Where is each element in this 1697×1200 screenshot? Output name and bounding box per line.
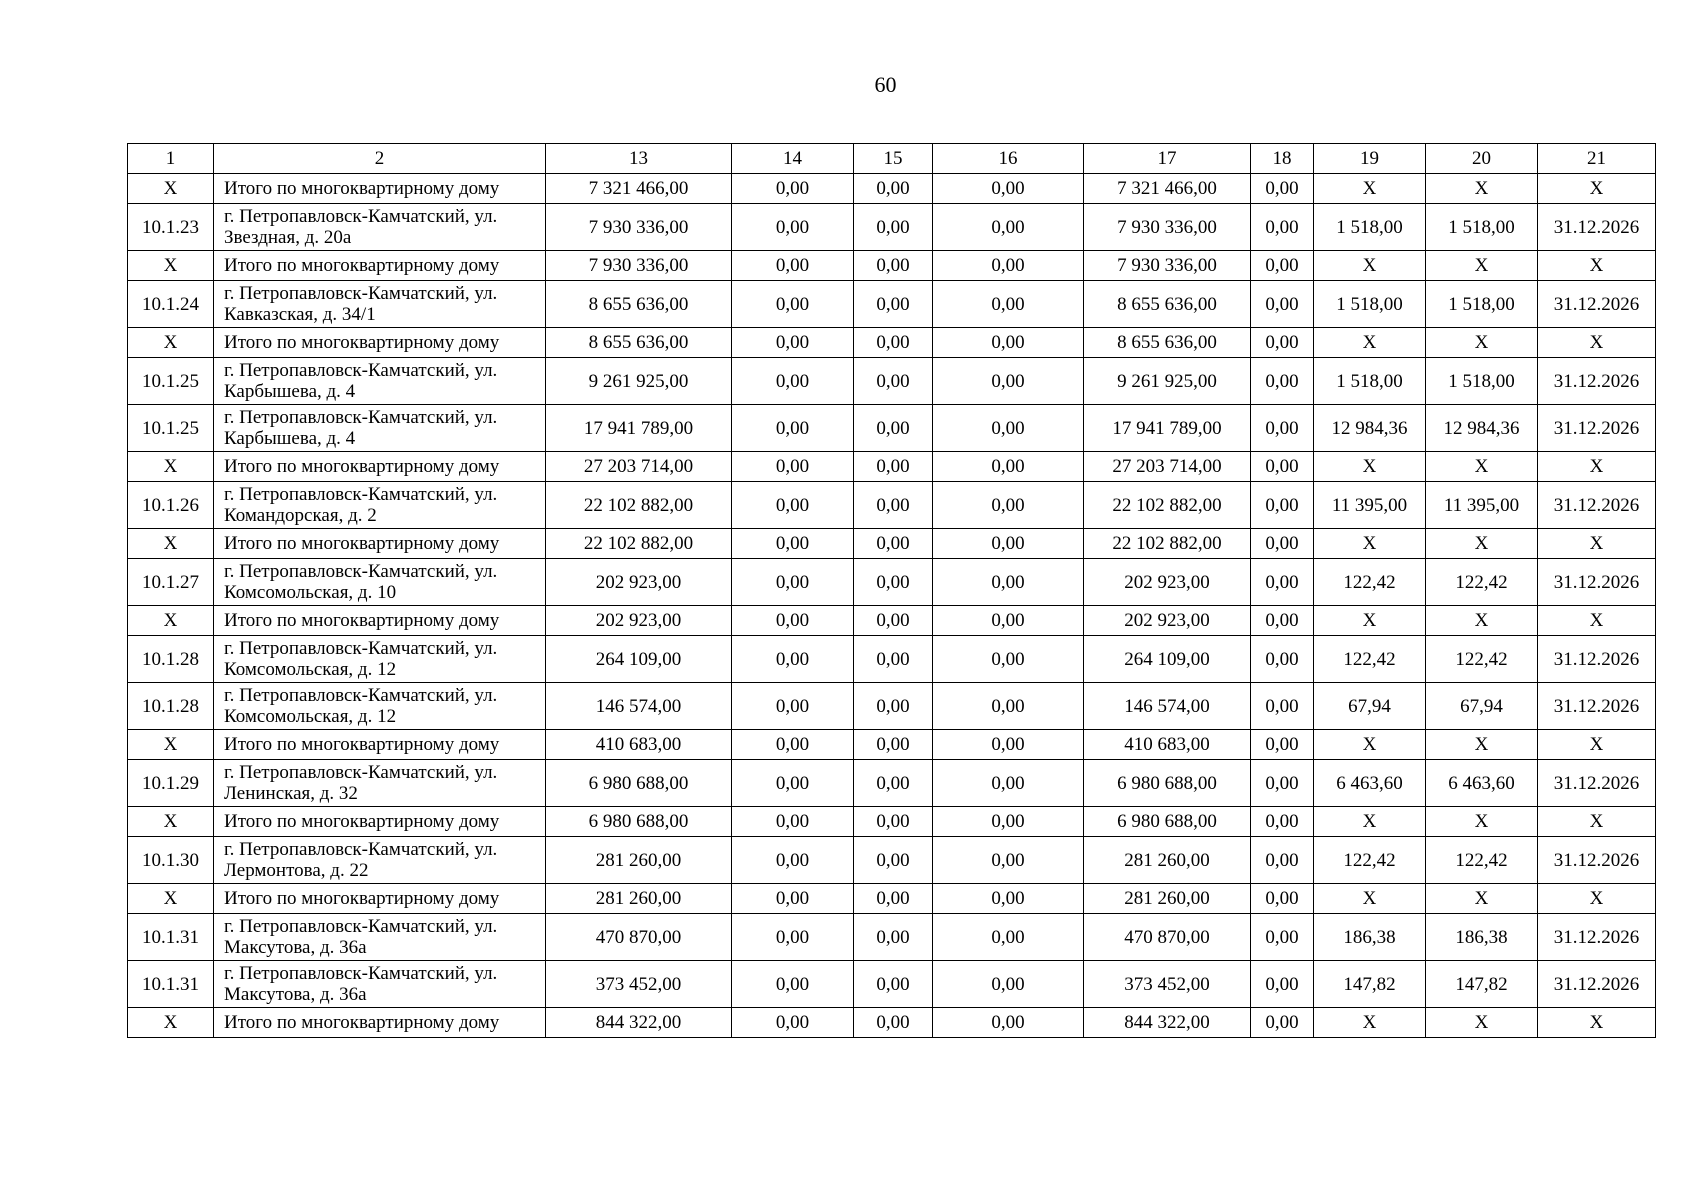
total-row <box>128 730 1656 760</box>
table-cell: 17 941 789,00 <box>1084 405 1251 452</box>
table-cell: 31.12.2026 <box>1538 281 1656 328</box>
table-cell: X <box>1538 251 1656 281</box>
table-cell: X <box>1426 606 1538 636</box>
table-cell: 10.1.28 <box>128 683 214 730</box>
table-cell: 0,00 <box>1251 636 1314 683</box>
table-cell: г. Петропавловск-Камчатский, ул. Командорская, д. 2 <box>214 482 546 529</box>
table-row <box>128 760 1656 807</box>
table-cell: 373 452,00 <box>1084 961 1251 1008</box>
table-cell: 0,00 <box>732 807 854 837</box>
table-cell: 0,00 <box>854 204 933 251</box>
total-row <box>128 807 1656 837</box>
column-header: 17 <box>1084 144 1251 174</box>
table-cell: 186,38 <box>1314 914 1426 961</box>
column-header: 21 <box>1538 144 1656 174</box>
table-cell: 0,00 <box>933 606 1084 636</box>
table-row <box>128 837 1656 884</box>
table-cell: 844 322,00 <box>546 1008 732 1038</box>
table-cell: 11 395,00 <box>1426 482 1538 529</box>
table-cell: 0,00 <box>732 730 854 760</box>
table-cell: X <box>1314 730 1426 760</box>
table-cell: 0,00 <box>933 837 1084 884</box>
column-header: 19 <box>1314 144 1426 174</box>
table-cell: Итого по многоквартирному дому <box>214 174 546 204</box>
table-cell: 31.12.2026 <box>1538 914 1656 961</box>
table-cell: X <box>128 884 214 914</box>
table-cell: 1 518,00 <box>1426 358 1538 405</box>
table-cell: 0,00 <box>1251 328 1314 358</box>
table-cell: 0,00 <box>854 281 933 328</box>
table-cell: 0,00 <box>732 452 854 482</box>
table-cell: 0,00 <box>854 914 933 961</box>
table-cell: 31.12.2026 <box>1538 683 1656 730</box>
table-cell: 410 683,00 <box>546 730 732 760</box>
table-cell: 0,00 <box>933 529 1084 559</box>
table-cell: 122,42 <box>1426 636 1538 683</box>
table-cell: X <box>128 1008 214 1038</box>
table-cell: 1 518,00 <box>1314 358 1426 405</box>
table-cell: 0,00 <box>854 328 933 358</box>
table-cell: 8 655 636,00 <box>1084 328 1251 358</box>
total-row <box>128 251 1656 281</box>
table-cell: 0,00 <box>933 730 1084 760</box>
table-cell: 0,00 <box>854 482 933 529</box>
table-cell: 6 980 688,00 <box>546 760 732 807</box>
table-cell: X <box>1538 884 1656 914</box>
table-cell: 186,38 <box>1426 914 1538 961</box>
table-cell: 0,00 <box>732 606 854 636</box>
table-cell: 0,00 <box>732 358 854 405</box>
table-cell: 0,00 <box>933 204 1084 251</box>
table-cell: 0,00 <box>1251 405 1314 452</box>
table-cell: 202 923,00 <box>546 606 732 636</box>
table-cell: X <box>1314 1008 1426 1038</box>
table-cell: 0,00 <box>854 405 933 452</box>
table-cell: 22 102 882,00 <box>546 529 732 559</box>
table-cell: 22 102 882,00 <box>546 482 732 529</box>
table-cell: 22 102 882,00 <box>1084 482 1251 529</box>
column-header: 13 <box>546 144 732 174</box>
table-cell: Итого по многоквартирному дому <box>214 807 546 837</box>
table-cell: X <box>1426 884 1538 914</box>
table-cell: 122,42 <box>1314 837 1426 884</box>
table-cell: 7 321 466,00 <box>1084 174 1251 204</box>
column-header: 16 <box>933 144 1084 174</box>
table-cell: 0,00 <box>1251 1008 1314 1038</box>
table-cell: 10.1.27 <box>128 559 214 606</box>
table-cell: 0,00 <box>854 174 933 204</box>
table-cell: 27 203 714,00 <box>1084 452 1251 482</box>
table-cell: 0,00 <box>1251 482 1314 529</box>
table-cell: 0,00 <box>1251 606 1314 636</box>
table-cell: Итого по многоквартирному дому <box>214 251 546 281</box>
table-cell: 0,00 <box>1251 251 1314 281</box>
table-cell: 147,82 <box>1426 961 1538 1008</box>
table-cell: 0,00 <box>933 358 1084 405</box>
table-cell: г. Петропавловск-Камчатский, ул. Комсомольская, д. 12 <box>214 683 546 730</box>
table-cell: X <box>1538 328 1656 358</box>
table-cell: 0,00 <box>732 1008 854 1038</box>
table-cell: 7 930 336,00 <box>546 251 732 281</box>
table-cell: Итого по многоквартирному дому <box>214 452 546 482</box>
table-cell: X <box>1538 174 1656 204</box>
total-row <box>128 606 1656 636</box>
table-cell: X <box>1426 251 1538 281</box>
table-cell: 31.12.2026 <box>1538 204 1656 251</box>
table-cell: 0,00 <box>933 1008 1084 1038</box>
table-cell: 0,00 <box>732 884 854 914</box>
table-cell: 0,00 <box>732 405 854 452</box>
table-cell: 31.12.2026 <box>1538 559 1656 606</box>
table-cell: 0,00 <box>854 529 933 559</box>
table-cell: 410 683,00 <box>1084 730 1251 760</box>
table-cell: 0,00 <box>732 281 854 328</box>
table-cell: 67,94 <box>1426 683 1538 730</box>
table-cell: 31.12.2026 <box>1538 961 1656 1008</box>
table-cell: 0,00 <box>933 452 1084 482</box>
table-row <box>128 482 1656 529</box>
table-cell: 7 930 336,00 <box>1084 251 1251 281</box>
table-cell: 281 260,00 <box>546 884 732 914</box>
table-cell: X <box>1426 1008 1538 1038</box>
table-cell: 373 452,00 <box>546 961 732 1008</box>
table-cell: 10.1.24 <box>128 281 214 328</box>
table-cell: 0,00 <box>933 760 1084 807</box>
column-header: 15 <box>854 144 933 174</box>
table-cell: 0,00 <box>854 760 933 807</box>
table-cell: 0,00 <box>854 251 933 281</box>
table-cell: Итого по многоквартирному дому <box>214 606 546 636</box>
table-row <box>128 358 1656 405</box>
table-cell: 0,00 <box>1251 760 1314 807</box>
column-header: 1 <box>128 144 214 174</box>
table-cell: 0,00 <box>732 204 854 251</box>
table-cell: X <box>1314 251 1426 281</box>
table-cell: 10.1.29 <box>128 760 214 807</box>
table-cell: X <box>128 328 214 358</box>
table-cell: 10.1.31 <box>128 961 214 1008</box>
table-cell: 281 260,00 <box>1084 837 1251 884</box>
table-cell: 0,00 <box>933 807 1084 837</box>
table-cell: X <box>1426 452 1538 482</box>
table-cell: 0,00 <box>854 683 933 730</box>
table-cell: 0,00 <box>732 174 854 204</box>
table-cell: Итого по многоквартирному дому <box>214 884 546 914</box>
table-cell: X <box>1538 807 1656 837</box>
table-cell: 0,00 <box>732 683 854 730</box>
table-cell: 122,42 <box>1426 837 1538 884</box>
table-cell: 0,00 <box>933 405 1084 452</box>
table-row <box>128 636 1656 683</box>
table-cell: X <box>1314 807 1426 837</box>
column-header: 14 <box>732 144 854 174</box>
table-cell: 22 102 882,00 <box>1084 529 1251 559</box>
table-cell: X <box>128 730 214 760</box>
table-cell: 31.12.2026 <box>1538 482 1656 529</box>
table-cell: 10.1.23 <box>128 204 214 251</box>
table-cell: 7 930 336,00 <box>546 204 732 251</box>
table-cell: 146 574,00 <box>546 683 732 730</box>
table-cell: 264 109,00 <box>1084 636 1251 683</box>
table-cell: 10.1.25 <box>128 405 214 452</box>
table-cell: г. Петропавловск-Камчатский, ул. Максутова, д. 36а <box>214 914 546 961</box>
table-cell: X <box>128 807 214 837</box>
table-cell: 0,00 <box>1251 683 1314 730</box>
total-row <box>128 1008 1656 1038</box>
table-cell: X <box>128 251 214 281</box>
table-cell: X <box>1314 529 1426 559</box>
table-cell: 0,00 <box>933 174 1084 204</box>
table-cell: 0,00 <box>732 760 854 807</box>
table-cell: 0,00 <box>933 961 1084 1008</box>
table-cell: 10.1.28 <box>128 636 214 683</box>
table-cell: 6 463,60 <box>1426 760 1538 807</box>
table-cell: 0,00 <box>1251 452 1314 482</box>
table-cell: 1 518,00 <box>1314 204 1426 251</box>
table-cell: 0,00 <box>854 606 933 636</box>
table-cell: 6 980 688,00 <box>1084 760 1251 807</box>
table-cell: 202 923,00 <box>1084 559 1251 606</box>
table-row <box>128 405 1656 452</box>
table-cell: Итого по многоквартирному дому <box>214 529 546 559</box>
table-cell: 122,42 <box>1314 636 1426 683</box>
table-cell: 0,00 <box>1251 837 1314 884</box>
table-cell: 31.12.2026 <box>1538 405 1656 452</box>
table-cell: 0,00 <box>1251 807 1314 837</box>
table-cell: X <box>1314 452 1426 482</box>
table-cell: 202 923,00 <box>546 559 732 606</box>
table-cell: 0,00 <box>732 529 854 559</box>
table-cell: 31.12.2026 <box>1538 358 1656 405</box>
table-cell: X <box>1426 807 1538 837</box>
table-cell: 17 941 789,00 <box>546 405 732 452</box>
table-cell: 0,00 <box>732 328 854 358</box>
table-cell: 0,00 <box>1251 281 1314 328</box>
table-cell: 7 321 466,00 <box>546 174 732 204</box>
table-cell: X <box>1538 730 1656 760</box>
table-cell: г. Петропавловск-Камчатский, ул. Карбышева, д. 4 <box>214 358 546 405</box>
table-cell: 0,00 <box>854 636 933 683</box>
table-cell: 67,94 <box>1314 683 1426 730</box>
table-row <box>128 559 1656 606</box>
table-cell: 0,00 <box>933 683 1084 730</box>
table-cell: 8 655 636,00 <box>546 281 732 328</box>
table-cell: 0,00 <box>732 559 854 606</box>
table-cell: 0,00 <box>933 559 1084 606</box>
table-cell: 0,00 <box>732 914 854 961</box>
table-cell: 0,00 <box>933 884 1084 914</box>
table-cell: 10.1.25 <box>128 358 214 405</box>
table-cell: 12 984,36 <box>1426 405 1538 452</box>
data-table <box>127 143 1656 1038</box>
table-cell: 6 463,60 <box>1314 760 1426 807</box>
table-cell: 11 395,00 <box>1314 482 1426 529</box>
table-cell: X <box>128 452 214 482</box>
table-cell: 6 980 688,00 <box>546 807 732 837</box>
total-row <box>128 452 1656 482</box>
table-row <box>128 683 1656 730</box>
table-cell: 9 261 925,00 <box>546 358 732 405</box>
table-row <box>128 281 1656 328</box>
table-cell: г. Петропавловск-Камчатский, ул. Лермонтова, д. 22 <box>214 837 546 884</box>
table-cell: X <box>1538 606 1656 636</box>
table-cell: г. Петропавловск-Камчатский, ул. Звездная, д. 20а <box>214 204 546 251</box>
table-cell: 0,00 <box>732 837 854 884</box>
table-cell: 0,00 <box>1251 204 1314 251</box>
table-cell: 0,00 <box>933 251 1084 281</box>
total-row <box>128 174 1656 204</box>
table-cell: X <box>1538 452 1656 482</box>
table-cell: 0,00 <box>1251 914 1314 961</box>
table-cell: 0,00 <box>1251 174 1314 204</box>
table-row <box>128 961 1656 1008</box>
table-cell: X <box>1538 529 1656 559</box>
table-cell: X <box>128 529 214 559</box>
table-cell: 1 518,00 <box>1426 281 1538 328</box>
table-cell: 31.12.2026 <box>1538 837 1656 884</box>
table-cell: X <box>1426 529 1538 559</box>
table-cell: X <box>1314 328 1426 358</box>
table-body <box>128 174 1656 1038</box>
table-cell: 0,00 <box>933 636 1084 683</box>
table-cell: X <box>128 606 214 636</box>
table-cell: 0,00 <box>854 1008 933 1038</box>
total-row <box>128 884 1656 914</box>
table-cell: 264 109,00 <box>546 636 732 683</box>
table-cell: 281 260,00 <box>546 837 732 884</box>
table-cell: 470 870,00 <box>1084 914 1251 961</box>
table-cell: 0,00 <box>854 358 933 405</box>
table-cell: 0,00 <box>854 452 933 482</box>
table-cell: 202 923,00 <box>1084 606 1251 636</box>
table-cell: 470 870,00 <box>546 914 732 961</box>
table-cell: 0,00 <box>854 961 933 1008</box>
table-cell: X <box>1426 174 1538 204</box>
table-cell: 10.1.30 <box>128 837 214 884</box>
table-cell: 0,00 <box>854 730 933 760</box>
table-cell: 12 984,36 <box>1314 405 1426 452</box>
page-number: 60 <box>874 72 897 97</box>
table-cell: 7 930 336,00 <box>1084 204 1251 251</box>
table-cell: 10.1.31 <box>128 914 214 961</box>
table-cell: 8 655 636,00 <box>546 328 732 358</box>
table-cell: 0,00 <box>732 251 854 281</box>
table-cell: 0,00 <box>933 482 1084 529</box>
table-cell: 0,00 <box>854 807 933 837</box>
table-cell: 8 655 636,00 <box>1084 281 1251 328</box>
table-row <box>128 204 1656 251</box>
table-cell: 146 574,00 <box>1084 683 1251 730</box>
total-row <box>128 328 1656 358</box>
table-cell: 0,00 <box>732 636 854 683</box>
table-cell: X <box>1314 884 1426 914</box>
table-cell: 122,42 <box>1426 559 1538 606</box>
table-cell: 0,00 <box>933 914 1084 961</box>
table-cell: 31.12.2026 <box>1538 760 1656 807</box>
table-cell: X <box>128 174 214 204</box>
table-cell: Итого по многоквартирному дому <box>214 1008 546 1038</box>
table-cell: 0,00 <box>933 281 1084 328</box>
table-cell: 0,00 <box>1251 559 1314 606</box>
table-cell: 0,00 <box>854 884 933 914</box>
table-cell: 0,00 <box>854 837 933 884</box>
table-row <box>128 914 1656 961</box>
table-cell: 0,00 <box>854 559 933 606</box>
column-header: 20 <box>1426 144 1538 174</box>
table-cell: 844 322,00 <box>1084 1008 1251 1038</box>
table-cell: X <box>1538 1008 1656 1038</box>
table-cell: 0,00 <box>1251 730 1314 760</box>
table-cell: г. Петропавловск-Камчатский, ул. Карбышева, д. 4 <box>214 405 546 452</box>
table-cell: 6 980 688,00 <box>1084 807 1251 837</box>
table-cell: 0,00 <box>1251 884 1314 914</box>
total-row <box>128 529 1656 559</box>
table-cell: Итого по многоквартирному дому <box>214 730 546 760</box>
table-cell: Итого по многоквартирному дому <box>214 328 546 358</box>
table-cell: 0,00 <box>1251 961 1314 1008</box>
table-cell: 1 518,00 <box>1314 281 1426 328</box>
table-cell: г. Петропавловск-Камчатский, ул. Ленинская, д. 32 <box>214 760 546 807</box>
table-cell: 147,82 <box>1314 961 1426 1008</box>
table-cell: 1 518,00 <box>1426 204 1538 251</box>
table-cell: X <box>1314 606 1426 636</box>
table-cell: 0,00 <box>1251 529 1314 559</box>
table-cell: 31.12.2026 <box>1538 636 1656 683</box>
table-cell: X <box>1314 174 1426 204</box>
table-cell: 9 261 925,00 <box>1084 358 1251 405</box>
table-cell: X <box>1426 328 1538 358</box>
header-row <box>128 144 1656 174</box>
column-header: 2 <box>214 144 546 174</box>
column-header: 18 <box>1251 144 1314 174</box>
table-cell: 0,00 <box>732 961 854 1008</box>
table-cell: 0,00 <box>1251 358 1314 405</box>
table-cell: г. Петропавловск-Камчатский, ул. Кавказская, д. 34/1 <box>214 281 546 328</box>
table-cell: 0,00 <box>732 482 854 529</box>
table-cell: г. Петропавловск-Камчатский, ул. Комсомольская, д. 10 <box>214 559 546 606</box>
table-cell: г. Петропавловск-Камчатский, ул. Максутова, д. 36а <box>214 961 546 1008</box>
table-cell: 10.1.26 <box>128 482 214 529</box>
table-cell: X <box>1426 730 1538 760</box>
table-cell: 122,42 <box>1314 559 1426 606</box>
table-cell: 27 203 714,00 <box>546 452 732 482</box>
table-cell: 0,00 <box>933 328 1084 358</box>
table-cell: г. Петропавловск-Камчатский, ул. Комсомольская, д. 12 <box>214 636 546 683</box>
table-cell: 281 260,00 <box>1084 884 1251 914</box>
